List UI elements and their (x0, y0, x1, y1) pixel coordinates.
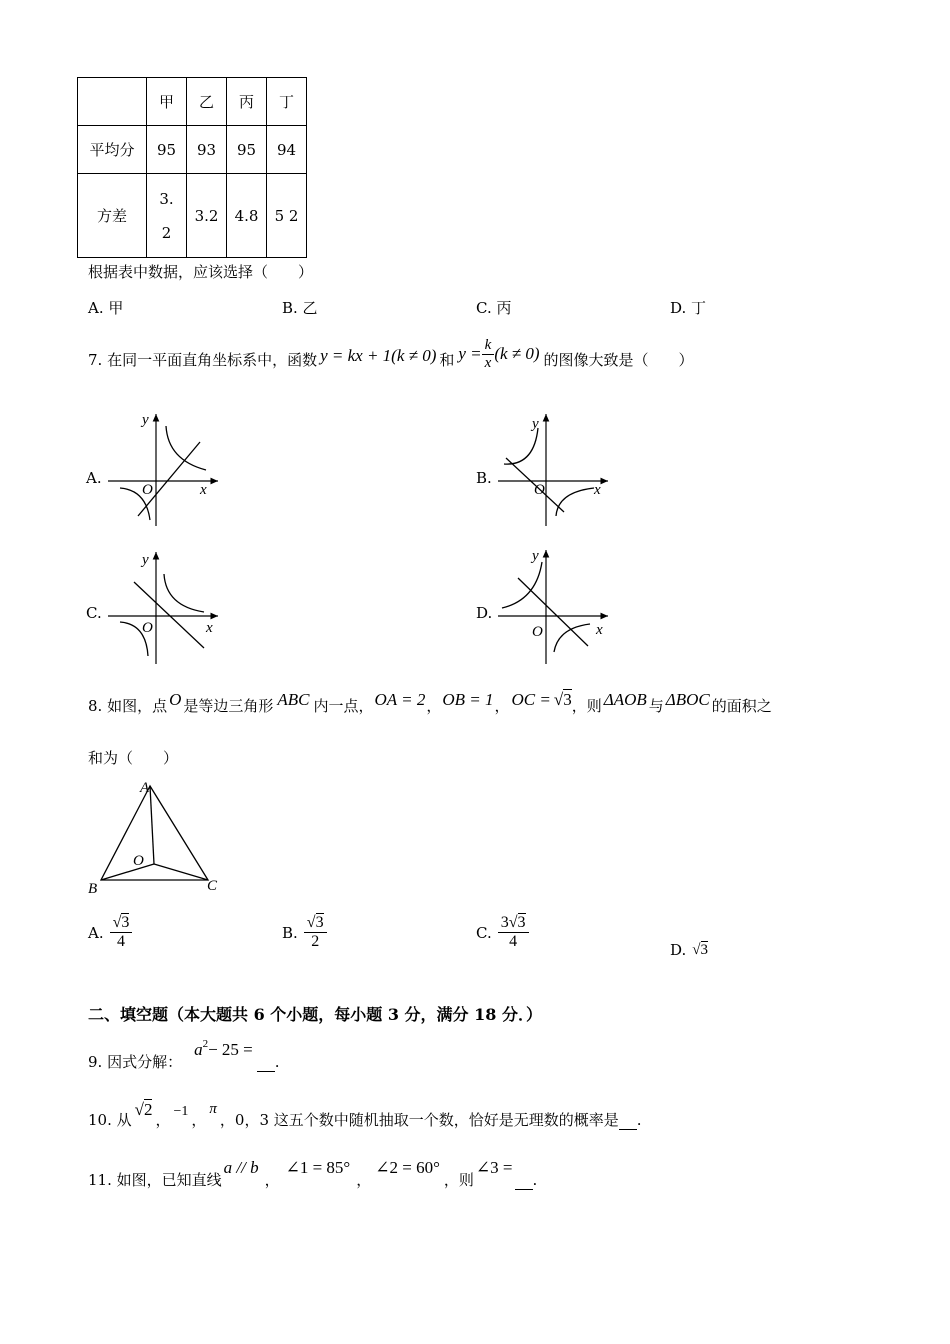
q7-graph-d (498, 544, 614, 666)
origin-label: O (142, 482, 153, 498)
q8-text-b: 是等边三角形 (183, 697, 274, 715)
hyperbola-branch (164, 574, 204, 612)
hyperbola-branch (556, 488, 594, 516)
q8-option-den: 2 (311, 933, 320, 950)
header-yi: 乙 (187, 78, 227, 126)
q8-option-letter: A. (88, 923, 104, 942)
q10-sqrt: √2 (134, 1100, 153, 1119)
q8-option-letter: B. (282, 923, 298, 942)
q7-prefix: 7. 在同一平面直角坐标系中，函数 (88, 351, 318, 369)
q7-graph-a (108, 408, 224, 528)
q8-option-letter: D. (670, 941, 687, 959)
q7-func1: y = kx + 1(k ≠ 0) (320, 346, 437, 365)
q9-prefix: 9. 因式分解： (88, 1053, 183, 1071)
header-bing: 丙 (227, 78, 267, 126)
q9 (88, 1038, 280, 1072)
q11-prefix: 11. 如图，已知直线 (88, 1171, 222, 1189)
q7-func2-tail: (k ≠ 0) (494, 344, 540, 363)
q7-func2-den: x (484, 354, 492, 371)
q7-graph-c (108, 546, 224, 666)
q8-option-rad: 3 (517, 914, 526, 931)
q8-text-d: ，则 (571, 697, 602, 715)
q11-answer-blank[interactable] (515, 1175, 533, 1190)
vertex-label-b: B (88, 881, 98, 897)
q10-comma: ， (191, 1111, 207, 1129)
q8-text-c: 内一点， (313, 697, 374, 715)
q11-angle1: ∠1 = 85° (285, 1158, 351, 1177)
segment-oa (150, 786, 154, 864)
q7-graph-b (498, 408, 614, 528)
vertex-label-a: A (140, 780, 150, 796)
table-cell: 5 2 (267, 174, 307, 258)
q8-stem-line2: 和为（ ） (88, 749, 179, 767)
table-corner (78, 78, 147, 126)
q8-option-b (282, 914, 327, 951)
x-label: x (200, 482, 207, 498)
q6-option-a: A. 甲 (88, 299, 124, 317)
q8-oa: OA = 2 (374, 690, 426, 709)
q8-triangle-abc: ABC (277, 690, 310, 709)
q10-neg-one: −1 (173, 1104, 189, 1119)
table-cell: 3.2 (187, 174, 227, 258)
q6-option-d: D. 丁 (670, 299, 707, 317)
q10-rest: ，0，3 这五个数中随机抽取一个数，恰好是无理数的概率是 (219, 1111, 619, 1129)
q7-middle: 和 (439, 351, 455, 369)
row-label-variance: 方差 (78, 174, 147, 258)
q8-option-fraction (304, 914, 327, 951)
q8-text-e: 与 (648, 697, 664, 715)
table-cell: 4.8 (227, 174, 267, 258)
hyperbola-branch (504, 428, 538, 464)
origin-label: O (534, 482, 545, 498)
q7-func2-num: k (482, 337, 495, 355)
q10-prefix: 10. 从 (88, 1111, 132, 1129)
hyperbola-branch (502, 562, 542, 608)
segment-ob (101, 864, 154, 880)
q8-oc: OC = (511, 690, 551, 709)
hyperbola-branch (166, 426, 206, 470)
q8-option-fraction (498, 914, 529, 951)
score-table (77, 77, 307, 258)
q11-angle2: ∠2 = 60° (375, 1158, 440, 1177)
q10 (88, 1096, 642, 1130)
q10-answer-blank[interactable] (619, 1115, 637, 1130)
q7-suffix: 的图像大致是（ ） (543, 351, 694, 369)
q9-expr-a: a (194, 1040, 203, 1059)
q7-option-a-label: A. (86, 469, 102, 487)
q10-radicand: 2 (143, 1100, 153, 1119)
q7-func2-fraction (482, 337, 495, 372)
q10-comma: ， (155, 1111, 171, 1129)
q11-end: . (532, 1171, 538, 1189)
point-label-o: O (133, 853, 144, 869)
q10-pi: π (209, 1101, 217, 1117)
q8-option-letter: C. (476, 923, 492, 942)
y-label: y (532, 548, 539, 564)
q6-stem: 根据表中数据，应该选择（ ） (88, 263, 314, 281)
triangle-abc (101, 786, 208, 880)
q8-option-c (476, 914, 529, 951)
q9-end: . (274, 1053, 280, 1071)
row-label-mean: 平均分 (78, 126, 147, 174)
q8-option-coef: 3 (500, 914, 509, 931)
q8-option-rad: 3 (700, 941, 708, 958)
q8-option-a (88, 914, 132, 951)
table-cell (147, 174, 187, 258)
q8-option-value: √3 (692, 941, 708, 958)
header-jia: 甲 (147, 78, 187, 126)
q8-option-num: 3√3 (498, 914, 529, 933)
q11-comma: ， (264, 1171, 280, 1189)
line-graph (138, 442, 200, 516)
origin-label: O (142, 620, 153, 636)
table-cell: 93 (187, 126, 227, 174)
q8-triangle-aob: ΔAOB (603, 690, 647, 709)
y-label: y (142, 412, 149, 428)
line-graph (518, 578, 588, 646)
q11-comma: ， (356, 1171, 372, 1189)
q10-end: . (636, 1111, 642, 1129)
q8-ob: OB = 1 (442, 690, 494, 709)
q11-then: ，则 (443, 1171, 474, 1189)
q8-triangle-boc: ΔBOC (665, 690, 710, 709)
q9-answer-blank[interactable] (257, 1057, 275, 1072)
table-cell: 95 (227, 126, 267, 174)
q9-exponent: 2 (202, 1038, 209, 1050)
q8-oc-radicand: 3 (563, 690, 572, 709)
hyperbola-branch (554, 624, 590, 652)
table-cell: 94 (267, 126, 307, 174)
q8-point-o: O (169, 690, 182, 709)
q8-sep: ， (494, 697, 510, 715)
q8-text-f: 的面积之 (711, 697, 772, 715)
q8-option-rad: 3 (315, 914, 324, 931)
q7-option-d-label: D. (476, 604, 493, 622)
variance-part-1: 3. (159, 189, 174, 208)
q11 (88, 1154, 537, 1190)
q8-sep: ， (426, 697, 442, 715)
q7-func2-lhs: y = (458, 344, 482, 363)
q8-triangle-figure (84, 776, 224, 898)
q8-option-den: 4 (117, 933, 125, 950)
section-heading: 二、填空题（本大题共 6 个小题，每小题 3 分，满分 18 分．） (88, 1005, 542, 1024)
q8-prefix: 8. 如图，点 (88, 697, 168, 715)
q8-option-rad: 3 (121, 914, 130, 931)
table-cell: 95 (147, 126, 187, 174)
x-label: x (594, 482, 601, 498)
q11-angle3: ∠3 = (475, 1158, 513, 1177)
q6-option-b: B. 乙 (282, 299, 318, 317)
y-label: y (532, 416, 539, 432)
q7-option-c-label: C. (86, 604, 102, 622)
variance-part-2: 2 (161, 223, 172, 242)
q6-option-c: C. 丙 (476, 299, 512, 317)
q8-option-den: 4 (509, 933, 518, 950)
header-ding: 丁 (267, 78, 307, 126)
x-label: x (206, 620, 213, 636)
q7-stem (88, 330, 694, 390)
q8-option-num: √3 (304, 914, 327, 933)
q8-option-d (670, 940, 708, 960)
q8-oc-sqrt: √3 (553, 690, 572, 709)
q8-option-num: √3 (110, 914, 133, 933)
q11-parallel: a // b (223, 1158, 259, 1177)
q8-stem-line1 (88, 686, 772, 726)
vertex-label-c: C (207, 878, 218, 894)
q9-expr-b: − 25 = (208, 1040, 253, 1059)
origin-label: O (532, 624, 543, 640)
q7-option-b-label: B. (476, 469, 492, 487)
y-label: y (142, 552, 149, 568)
q8-option-fraction (110, 914, 133, 951)
x-label: x (596, 622, 603, 638)
